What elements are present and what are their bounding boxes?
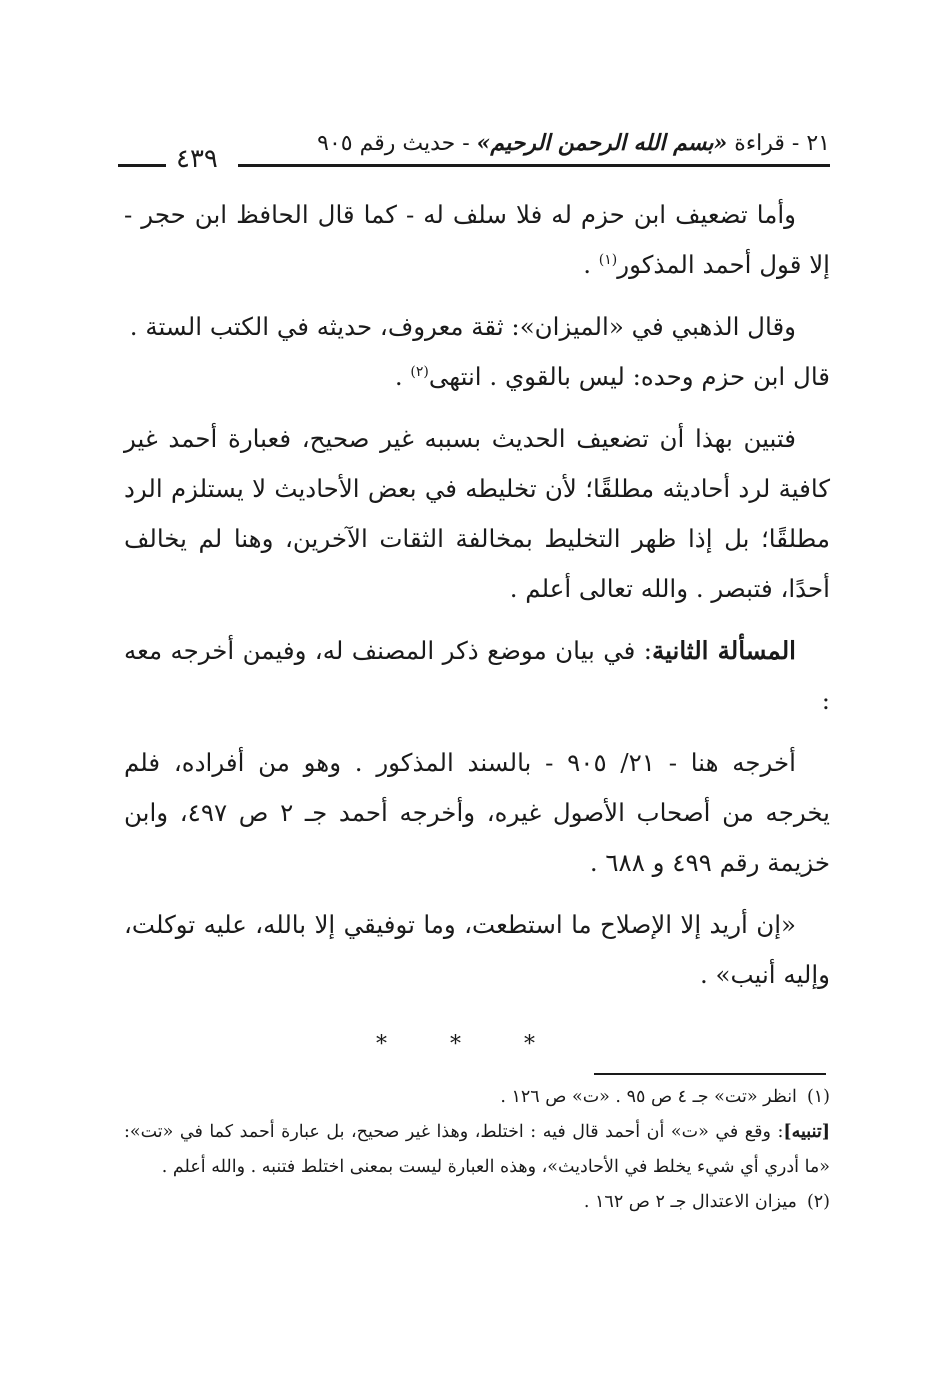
footnote-2 xyxy=(124,1185,830,1220)
paragraph-5: أخرجه هنا - ٢١/ ٩٠٥ - بالسند المذكور . وهو من أفراده، فلم يخرجه من أصحاب الأصول غيره، وأخرجه أحمد جـ ٢ ص ٤٩٧، وابن خزيمة رقم ٤٩٩ و ٦٨٨ . xyxy=(124,748,830,877)
hadith-reference: - حديث رقم ٩٠٥ xyxy=(317,131,470,156)
footnotes xyxy=(124,1080,830,1220)
paragraph-2-line-1: وقال الذهبي في «الميزان»: ثقة معروف، حديثه في الكتب الستة . xyxy=(129,312,796,341)
paragraph-2-line-2: قال ابن حزم وحده: ليس بالقوي . انتهى xyxy=(428,362,830,391)
footnote-note xyxy=(124,1115,830,1185)
chapter-prefix: ٢١ - قراءة xyxy=(734,131,830,156)
page-number-rule xyxy=(118,164,166,167)
paragraph-1-text: وأما تضعيف ابن حزم له فلا سلف له - كما قال الحافظ ابن حجر - إلا قول أحمد المذكور xyxy=(124,200,830,279)
paragraph-1 xyxy=(124,190,830,290)
paragraph-2 xyxy=(124,302,830,402)
section-separator: * * * xyxy=(376,1032,563,1057)
paragraph-3: فتبين بهذا أن تضعيف الحديث بسببه غير صحيح، فعبارة أحمد غير كافية لرد أحاديثه مطلقًا؛ لأن تخليطه في بعض الأحاديث لا يستلزم الرد مطلقًا؛ بل إذا ظهر التخليط بمخالفة الثقات الآخرين، وهنا لم يخالف أحدًا، فتبصر . والله تعالى أعلم . xyxy=(124,424,830,603)
paragraph-1-end: . xyxy=(583,250,599,279)
header-rule xyxy=(238,164,830,167)
second-issue-text: : في بيان موضع ذكر المصنف له، وفيمن أخرجه معه : xyxy=(124,636,830,715)
footnote-2-number: (٢) xyxy=(806,1192,830,1212)
footnote-ref-1: (١) xyxy=(598,251,618,268)
paragraph-2-end: . xyxy=(394,362,411,391)
footnote-2-text: ميزان الاعتدال جـ ٢ ص ١٦٢ . xyxy=(583,1192,797,1212)
second-issue-label: المسألة الثانية xyxy=(652,636,796,665)
paragraph-6: «إن أريد إلا الإصلاح ما استطعت، وما توفيقي إلا بالله، عليه توكلت، وإليه أنيب» . xyxy=(124,910,830,989)
page-number: ٤٣٩ xyxy=(176,144,218,174)
footnote-1-text: انظر «تت» جـ ٤ ص ٩٥ . «ت» ص ١٢٦ . xyxy=(500,1087,797,1107)
footnote-1-number: (١) xyxy=(806,1087,830,1107)
main-text xyxy=(124,190,830,1012)
footnote-ref-2: (٢) xyxy=(410,363,429,380)
chapter-title: «بسم الله الرحمن الرحيم» xyxy=(476,130,728,156)
running-head xyxy=(317,128,830,159)
paragraph-4 xyxy=(124,626,830,726)
footnote-rule xyxy=(594,1073,826,1075)
footnote-1 xyxy=(124,1080,830,1115)
note-text: : وقع في «ت» أن أحمد قال فيه : اختلط، وهذا غير صحيح، بل عبارة أحمد كما في «تت»: «ما أدري أي شيء يخلط في الأحاديث»، وهذه العبارة ليست بمعنى اختلط فتنبه . والله أعلم . xyxy=(124,1122,830,1177)
page-header xyxy=(118,128,830,178)
note-label: [تنبيه] xyxy=(783,1122,830,1142)
